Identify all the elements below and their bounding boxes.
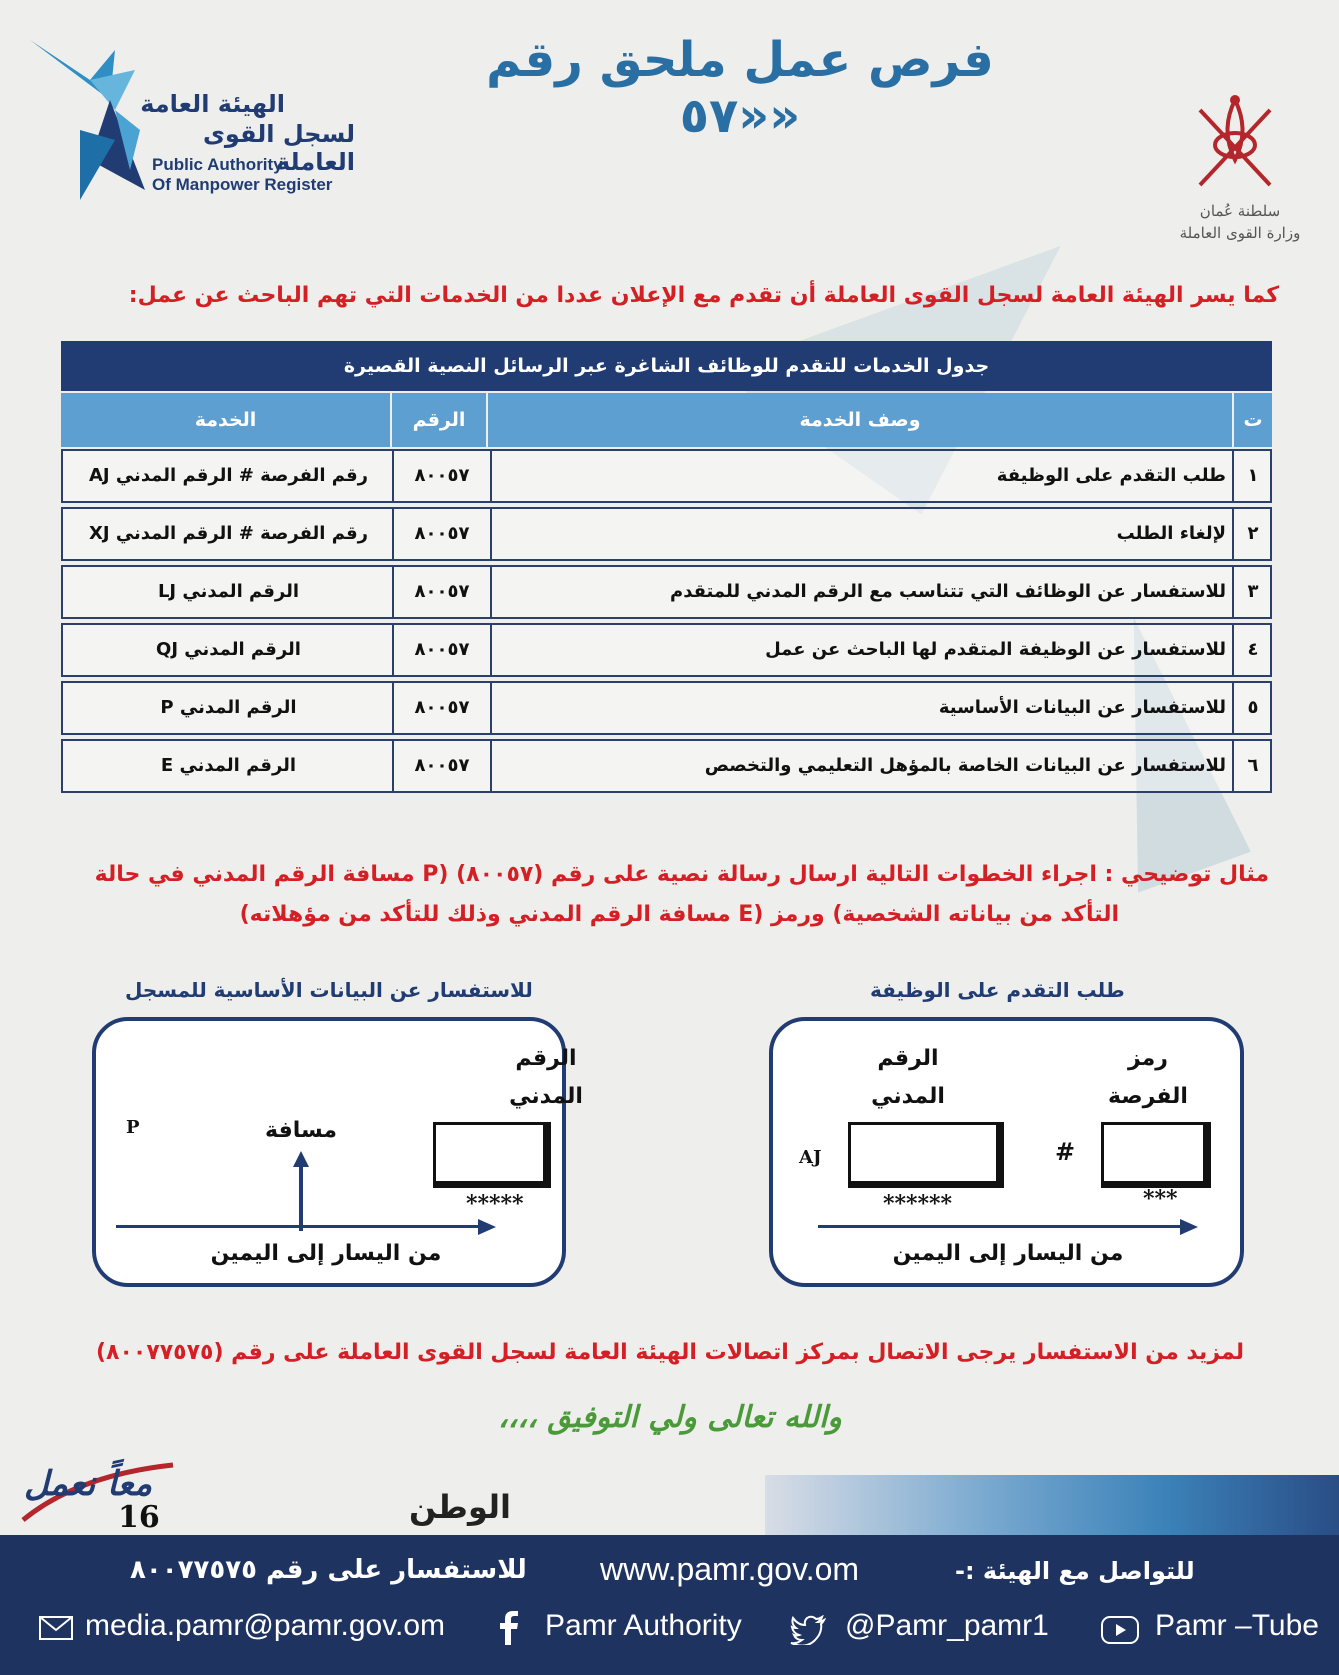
twitter-icon bbox=[790, 1615, 826, 1645]
youtube-icon bbox=[1100, 1615, 1140, 1645]
column-divider bbox=[490, 683, 492, 733]
table-row bbox=[61, 739, 1272, 793]
civil-number-label: الرقم bbox=[877, 1046, 939, 1071]
direction-label: من اليسار إلى اليمين bbox=[892, 1241, 1124, 1266]
footer-twitter[interactable]: @Pamr_pamr1 bbox=[845, 1609, 1049, 1642]
table-caption: جدول الخدمات للتقدم للوظائف الشاغرة عبر الرسائل النصية القصيرة bbox=[61, 341, 1272, 391]
civil-number-label: المدني bbox=[871, 1084, 945, 1109]
page-title: فرص عمل ملحق رقم «٥٧» bbox=[486, 32, 994, 144]
cell-description: للاستفسار عن البيانات الخاصة بالمؤهل التعليمي والتخصص bbox=[704, 755, 1226, 776]
oman-emblem-icon bbox=[1190, 90, 1280, 200]
cell-service: الرقم المدني E bbox=[160, 755, 297, 776]
column-divider bbox=[1232, 451, 1234, 501]
footer-email[interactable]: media.pamr@pamr.gov.om bbox=[85, 1609, 446, 1642]
cell-index: ٥ bbox=[1247, 697, 1259, 718]
ministry-name: سلطنة عُمان bbox=[1199, 202, 1281, 220]
column-divider bbox=[1232, 683, 1234, 733]
column-divider bbox=[1232, 625, 1234, 675]
page-number: 16 bbox=[118, 1500, 160, 1535]
civil-number-box bbox=[848, 1122, 1004, 1188]
authority-name-ar: لسجل القوى العاملة bbox=[202, 120, 355, 176]
cell-description: طلب التقدم على الوظيفة bbox=[996, 465, 1226, 486]
column-divider bbox=[490, 741, 492, 791]
civil-number-box bbox=[433, 1122, 551, 1188]
column-divider bbox=[1232, 741, 1234, 791]
footer-inquiry: للاستفسار على رقم ٨٠٠٧٧٥٧٥ bbox=[130, 1555, 527, 1585]
footer bbox=[0, 1535, 1339, 1675]
direction-label: من اليسار إلى اليمين bbox=[210, 1241, 442, 1266]
code-label: P bbox=[126, 1117, 140, 1138]
opportunity-code-label: رمز bbox=[1128, 1046, 1168, 1071]
header-number: الرقم bbox=[392, 393, 486, 447]
cell-number: ٨٠٠٥٧ bbox=[414, 697, 470, 718]
table-row bbox=[61, 681, 1272, 735]
email-icon bbox=[38, 1614, 74, 1642]
example-text bbox=[29, 855, 1269, 935]
ministry-name: وزارة القوى العاملة bbox=[1179, 224, 1301, 242]
table-row bbox=[61, 623, 1272, 677]
hash-separator: # bbox=[1055, 1137, 1076, 1166]
authority-name-en: Of Manpower Register bbox=[152, 175, 333, 194]
diagram-title-apply: طلب التقدم على الوظيفة bbox=[870, 978, 1125, 1002]
footer-website[interactable]: www.pamr.gov.om bbox=[600, 1551, 860, 1587]
header-index: ت bbox=[1234, 393, 1272, 447]
header-service: الخدمة bbox=[61, 393, 390, 447]
authority-name-ar: الهيئة العامة bbox=[140, 90, 285, 118]
column-divider bbox=[392, 625, 394, 675]
maan-logo-text: معاً نعمل bbox=[23, 1464, 153, 1504]
opportunity-code-label: الفرصة bbox=[1108, 1084, 1188, 1109]
masked-value: *** bbox=[1143, 1186, 1178, 1212]
alwatan-logo-text: الوطن bbox=[409, 1488, 511, 1526]
alwatan-newspaper-logo-icon bbox=[395, 1480, 525, 1530]
right-arrow-icon bbox=[818, 1217, 1198, 1237]
cell-number: ٨٠٠٥٧ bbox=[414, 639, 470, 660]
civil-number-label: الرقم bbox=[515, 1046, 577, 1071]
diagram-title-basic-data: للاستفسار عن البيانات الأساسية للمسجل bbox=[125, 978, 533, 1002]
column-divider bbox=[1232, 567, 1234, 617]
cell-service: الرقم المدني P bbox=[160, 697, 297, 718]
cell-index: ٦ bbox=[1247, 755, 1259, 776]
column-divider bbox=[392, 683, 394, 733]
cell-description: للاستفسار عن الوظائف التي تتناسب مع الرقم المدني للمتقدم bbox=[670, 581, 1226, 602]
cell-index: ٤ bbox=[1247, 639, 1259, 660]
contact-text: لمزيد من الاستفسار يرجى الاتصال بمركز اتصالات الهيئة العامة لسجل القوى العاملة على رقم (٨٠٠٧٧٥٧٥) bbox=[95, 1340, 1245, 1365]
masked-value: ****** bbox=[883, 1191, 953, 1217]
opportunity-code-box bbox=[1101, 1122, 1211, 1188]
closing-text: والله تعالى ولي التوفيق ،،،، bbox=[498, 1400, 842, 1435]
authority-name-en: Public Authority bbox=[152, 155, 283, 174]
cell-service: رقم الفرصة # الرقم المدني AJ bbox=[88, 465, 369, 486]
cell-service: رقم الفرصة # الرقم المدني XJ bbox=[88, 523, 369, 544]
masked-value: ***** bbox=[466, 1191, 524, 1217]
cell-service: الرقم المدني QJ bbox=[156, 639, 301, 660]
civil-number-label: المدني bbox=[509, 1084, 583, 1109]
cell-description: لإلغاء الطلب bbox=[1116, 523, 1226, 544]
cell-number: ٨٠٠٥٧ bbox=[414, 465, 470, 486]
column-divider bbox=[490, 451, 492, 501]
column-divider bbox=[392, 451, 394, 501]
cell-description: للاستفسار عن البيانات الأساسية bbox=[938, 697, 1226, 718]
column-divider bbox=[490, 567, 492, 617]
example-line: التأكد من بياناته الشخصية) ورمز (E مسافة الرقم المدني وذلك للتأكد من مؤهلاته) bbox=[239, 902, 1119, 927]
column-divider bbox=[392, 509, 394, 559]
table-row bbox=[61, 507, 1272, 561]
table-row bbox=[61, 565, 1272, 619]
code-label: AJ bbox=[799, 1147, 822, 1168]
cell-description: للاستفسار عن الوظيفة المتقدم لها الباحث عن عمل bbox=[765, 639, 1226, 660]
column-divider bbox=[490, 625, 492, 675]
footer-accent bbox=[765, 1475, 1339, 1535]
cell-index: ٢ bbox=[1247, 523, 1259, 544]
right-arrow-icon bbox=[116, 1217, 496, 1237]
footer-youtube[interactable]: Pamr –Tube bbox=[1155, 1609, 1319, 1642]
diagram-apply bbox=[769, 1017, 1244, 1287]
facebook-icon bbox=[495, 1611, 521, 1647]
column-divider bbox=[392, 567, 394, 617]
space-label: مسافة bbox=[264, 1118, 337, 1143]
footer-website-label: للتواصل مع الهيئة :- bbox=[955, 1557, 1195, 1585]
cell-number: ٨٠٠٥٧ bbox=[414, 581, 470, 602]
diagram-basic-data bbox=[92, 1017, 583, 1287]
intro-text: كما يسر الهيئة العامة لسجل القوى العاملة أن تقدم مع الإعلان عددا من الخدمات التي تهم الباحث عن عمل: bbox=[128, 283, 1279, 308]
cell-index: ١ bbox=[1247, 465, 1259, 486]
cell-service: الرقم المدني LJ bbox=[157, 581, 300, 602]
column-divider bbox=[1232, 509, 1234, 559]
cell-index: ٣ bbox=[1247, 581, 1259, 602]
header-description: وصف الخدمة bbox=[488, 393, 1232, 447]
cell-number: ٨٠٠٥٧ bbox=[414, 523, 470, 544]
footer-facebook[interactable]: Pamr Authority bbox=[545, 1609, 742, 1642]
cell-number: ٨٠٠٥٧ bbox=[414, 755, 470, 776]
column-divider bbox=[392, 741, 394, 791]
table-row bbox=[61, 449, 1272, 503]
column-divider bbox=[490, 509, 492, 559]
example-line: مثال توضيحي : اجراء الخطوات التالية ارسال رسالة نصية على رقم (٨٠٠٥٧) (P مسافة الرقم المدني في حالة bbox=[94, 862, 1269, 887]
